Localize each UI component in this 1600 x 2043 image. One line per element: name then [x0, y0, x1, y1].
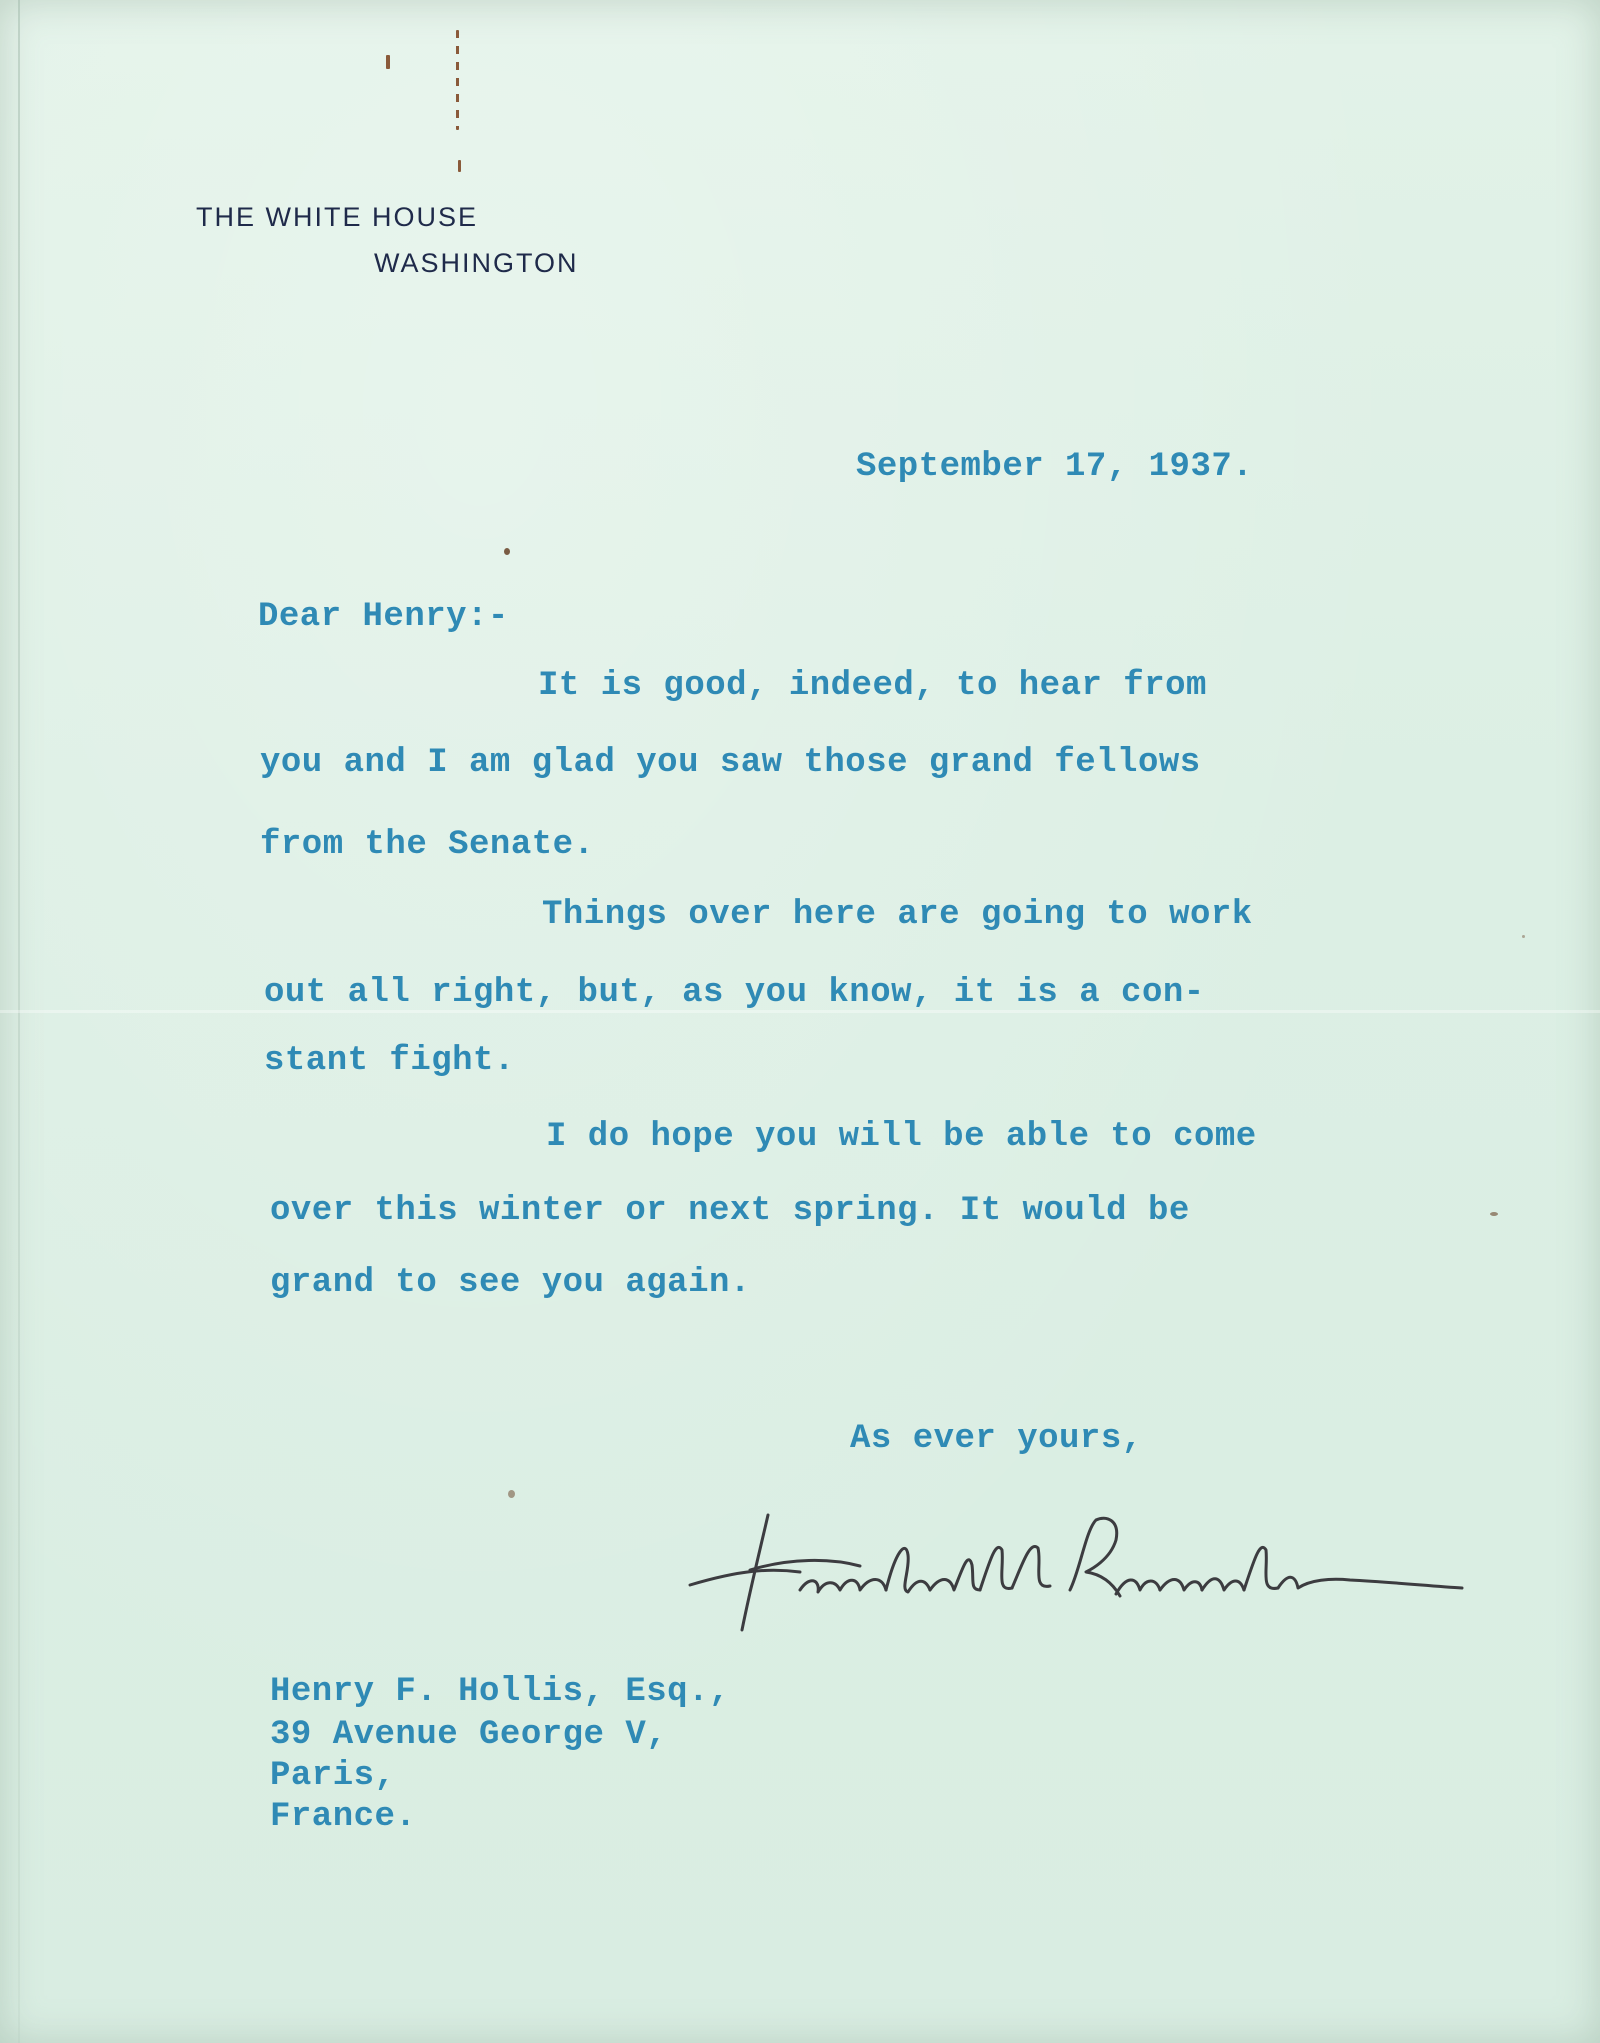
- letter-date: September 17, 1937.: [856, 448, 1254, 486]
- signature-stroke: [750, 1560, 860, 1570]
- body-line: stant fight.: [264, 1042, 515, 1080]
- paper-speck: [1522, 935, 1525, 938]
- closing: As ever yours,: [850, 1420, 1143, 1458]
- letterhead-line-2: WASHINGTON: [374, 248, 579, 278]
- address-line: Paris,: [270, 1757, 396, 1795]
- letterhead-line-1: THE WHITE HOUSE: [196, 202, 479, 232]
- paper-speck: [508, 1490, 515, 1498]
- body-line: you and I am glad you saw those grand fellows: [260, 744, 1201, 782]
- address-line: Henry F. Hollis, Esq.,: [270, 1673, 730, 1711]
- signature-stroke: [1160, 1580, 1202, 1591]
- signature-stroke: [1116, 1580, 1160, 1594]
- signature-stroke: [690, 1570, 800, 1585]
- paper-speck: [1490, 1212, 1498, 1216]
- staple-mark: [456, 30, 459, 130]
- paper-speck: [504, 548, 510, 555]
- body-line: out all right, but, as you know, it is a con-: [264, 974, 1205, 1012]
- body-line: over this winter or next spring. It would be: [270, 1192, 1190, 1230]
- body-line: I do hope you will be able to come: [546, 1118, 1257, 1156]
- signature-stroke: [980, 1547, 1012, 1590]
- body-line: grand to see you again.: [270, 1264, 751, 1302]
- signature: [650, 1510, 1480, 1640]
- address-line: 39 Avenue George V,: [270, 1716, 668, 1754]
- body-line: It is good, indeed, to hear from: [538, 667, 1207, 705]
- signature-stroke: [930, 1560, 980, 1590]
- signature-stroke: [800, 1580, 886, 1593]
- signature-stroke: [1202, 1579, 1244, 1590]
- body-line: Things over here are going to work: [542, 896, 1253, 934]
- address-line: France.: [270, 1798, 417, 1836]
- staple-mark: [458, 160, 461, 172]
- signature-stroke: [886, 1548, 930, 1592]
- salutation: Dear Henry:-: [258, 598, 509, 636]
- signature-stroke: [1070, 1518, 1120, 1596]
- paper-edge-line: [18, 0, 20, 2043]
- body-line: from the Senate.: [260, 826, 595, 864]
- signature-stroke: [1244, 1547, 1278, 1590]
- staple-mark: [386, 55, 390, 69]
- signature-stroke: [1012, 1546, 1050, 1588]
- signature-stroke: [1278, 1577, 1462, 1588]
